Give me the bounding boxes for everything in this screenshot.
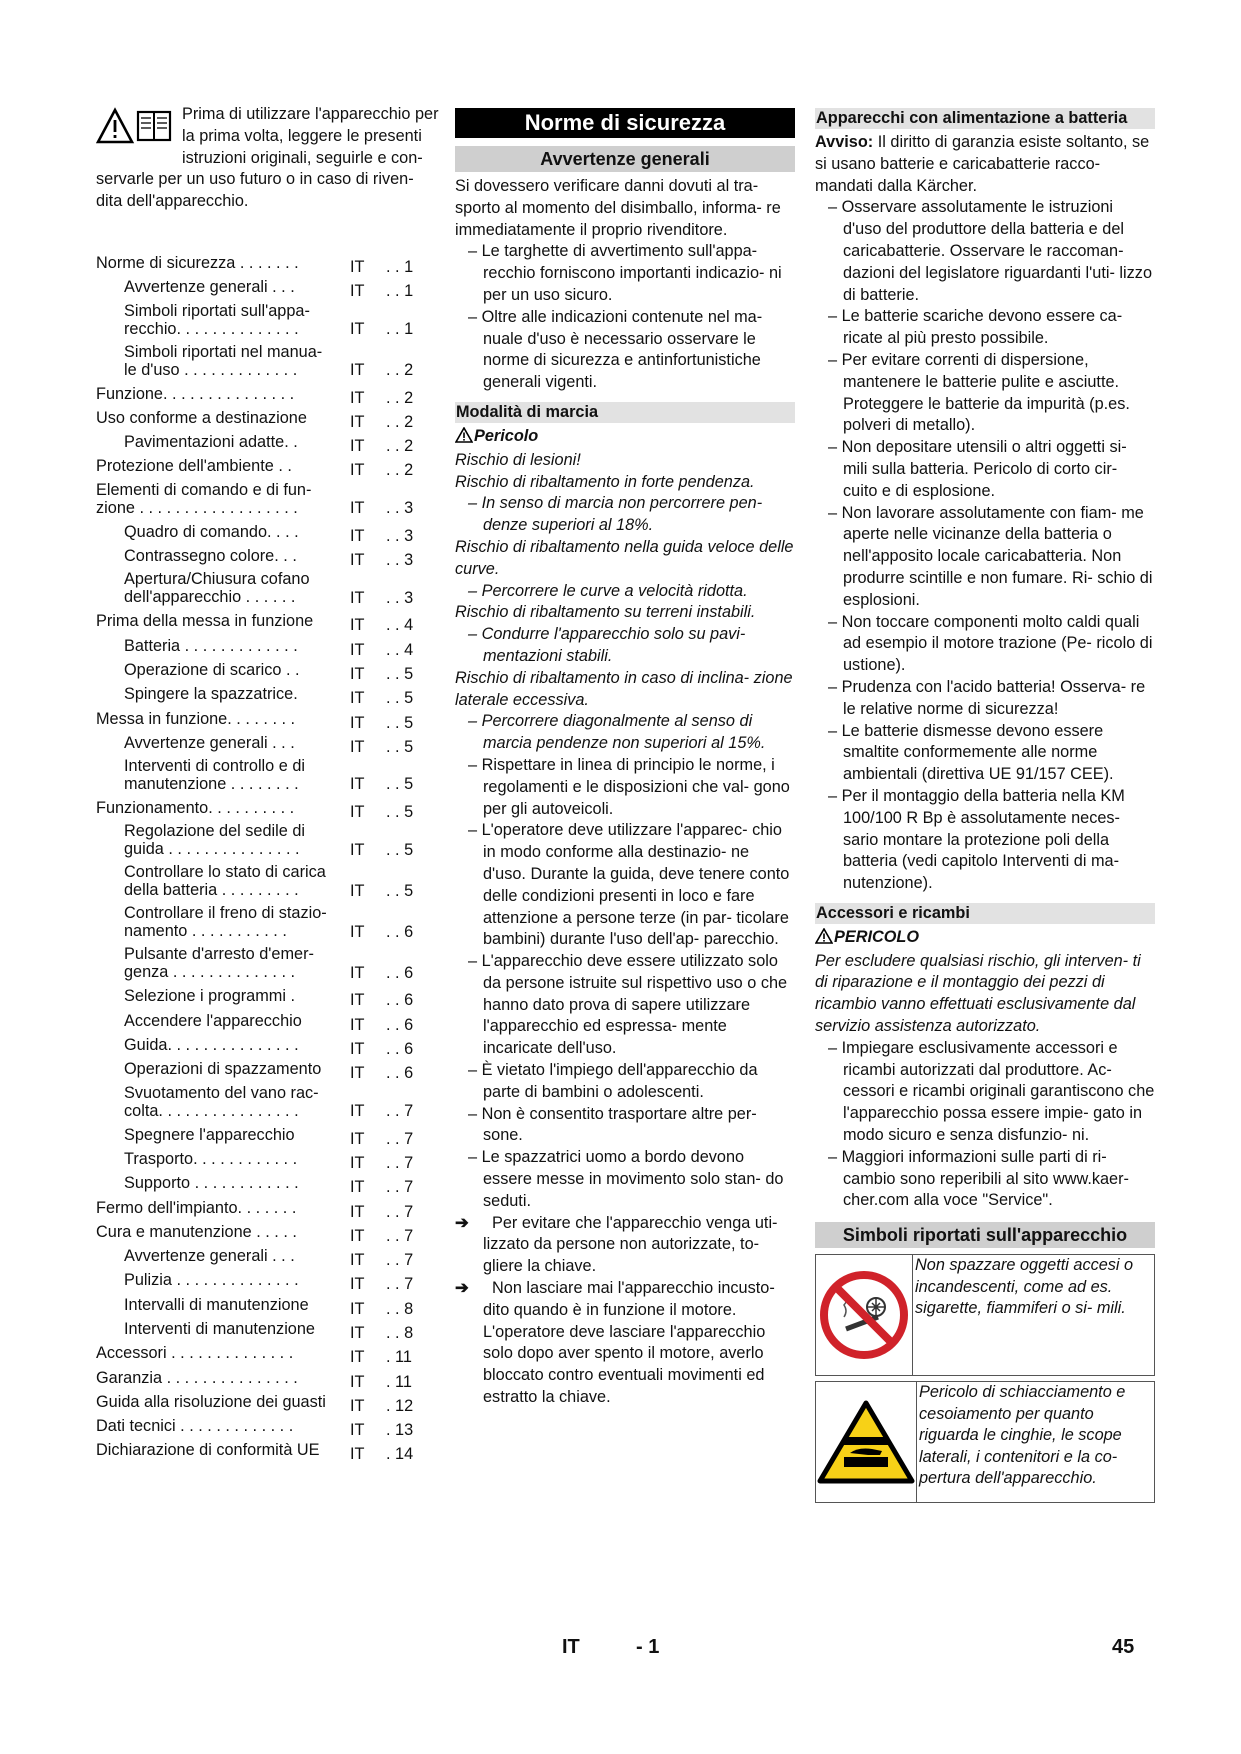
toc-entry-title: Pulizia . . . . . . . . . . . . . .: [124, 1271, 299, 1290]
toc-entry-page: . . 7: [386, 1251, 414, 1270]
toc-entry: [124, 1084, 441, 1125]
toc-entry-page: . . 5: [386, 664, 414, 683]
toc-entry-title: Uso conforme a destinazione: [96, 408, 307, 427]
list-item: – Non depositare utensili o altri oggetti si- mili sulla batteria. Pericolo di corto cir- cuito e di esplosione.: [828, 438, 1127, 500]
toc-entry-title: Contrassegno colore. . .: [124, 547, 297, 566]
toc-entry: [124, 1246, 441, 1270]
toc-entry-page: . . 6: [386, 1064, 414, 1083]
heading-accessori-ricambi: Accessori e ricambi: [815, 903, 1155, 924]
toc-entry-page: . . 2: [386, 437, 414, 456]
list-item: – L'apparecchio deve essere utilizzato solo da persone istruite sul rispettivo uso o che hanno dato prova di sapere utilizzare l'apparecchio ed espressa- mente incaricate dell'uso.: [468, 952, 788, 1058]
toc-entry: [124, 522, 441, 546]
toc-entry-title: Spingere la spazzatrice.: [124, 685, 298, 704]
list-item: – Impiegare esclusivamente accessori e ricambi autorizzati dal produttore. Ac- cessori e ricambi originali garantiscono che l'apparecchio possa essere impie- gato in modo sicuro e senza disfunzio- ni.: [828, 1038, 1155, 1145]
warning-label: [455, 426, 795, 450]
toc-entry-title-cont: genza . . . . . . . . . . . . . .: [124, 963, 296, 982]
toc-entry: [124, 757, 441, 798]
toc-entry-page: . . 2: [386, 412, 414, 431]
toc-entry-lang: IT: [350, 1251, 365, 1270]
page-number: 45: [1112, 1636, 1135, 1658]
toc-entry-page: . . 5: [386, 840, 414, 859]
arrow-item-text: Per evitare che l'apparecchio venga uti- lizzato da persone non autorizzate, to- gliere la chiave.: [483, 1213, 778, 1276]
toc-entry: [96, 709, 441, 733]
toc-entry-title: Svuotamento del vano rac-: [124, 1083, 319, 1102]
intro-block: [96, 104, 441, 213]
toc-entry-title: Interventi di manutenzione: [124, 1320, 315, 1338]
toc-entry-lang: IT: [350, 498, 365, 517]
toc-entry-page: . . 3: [386, 588, 414, 607]
list-item: – Rispettare in linea di principio le norme, i regolamenti e le disposizioni che val- gono per gli autoveicoli.: [468, 755, 790, 818]
toc-entry: [124, 733, 441, 757]
toc-entry-title: Fermo dell'impianto. . . . . . .: [96, 1198, 297, 1217]
list-item: – Per evitare correnti di dispersione, mantenere le batterie pulite e asciutte. Proteggere le batterie da impurità (p.es. polveri di metallo).: [828, 350, 1130, 435]
toc-entry: [96, 1222, 441, 1246]
section-title: Norme di sicurezza: [455, 108, 795, 138]
toc-entry: [96, 1416, 441, 1440]
toc-entry-title: Cura e manutenzione . . . . .: [96, 1222, 297, 1241]
crush-hazard-icon: [816, 1382, 917, 1502]
toc-entry: [124, 570, 441, 611]
toc-entry: [124, 1319, 441, 1343]
toc-entry-title: Avvertenze generali . . .: [124, 278, 295, 297]
toc-entry-lang: IT: [350, 1153, 365, 1172]
toc-entry-lang: IT: [350, 282, 365, 301]
toc-entry-page: . 11: [386, 1372, 412, 1391]
list-item: – Maggiori informazioni sulle parti di ri- cambio sono reperibili al sito www.kaer- cher.com alla voce "Service".: [828, 1147, 1129, 1210]
toc-entry: [124, 432, 441, 456]
toc-entry-lang: IT: [350, 1178, 365, 1197]
toc-entry-page: . . 7: [386, 1202, 414, 1221]
toc-entry-page: . . 5: [386, 689, 414, 708]
arrow-item: [455, 1278, 795, 1409]
toc-entry-title-cont: namento . . . . . . . . . . .: [124, 922, 287, 941]
toc-entry-lang: IT: [350, 737, 365, 756]
toc-entry: [96, 1440, 441, 1464]
list-item: – Percorrere le curve a velocità ridotta.: [468, 581, 748, 600]
paragraph: Rischio di ribaltamento in caso di inclina- zione laterale eccessiva.: [455, 668, 793, 709]
toc-entry-title: Operazione di scarico . .: [124, 660, 300, 679]
toc-entry-lang: IT: [350, 437, 365, 456]
toc-entry-page: . . 5: [386, 775, 414, 794]
toc-entry-title: Avvertenze generali . . .: [124, 733, 295, 752]
toc-entry-lang: IT: [350, 963, 365, 982]
list-item: – Non lavorare assolutamente con fiam- me aperte nelle vicinanze della batteria o nell'apposito locale caricabatteria. Non produrre scintille e non fumare. Ri- schio di esplosioni.: [828, 503, 1153, 609]
arrow-item: [455, 1213, 795, 1278]
arrow-item-text: Non lasciare mai l'apparecchio incusto- dito quando è in funzione il motore. L'operatore deve lasciare l'apparecchio solo dopo aver spento il motore, averlo bloccato contro eventuali movimenti ed estratto la chiave.: [483, 1279, 775, 1407]
toc-entry-page: . . 5: [386, 737, 414, 756]
toc-entry-title-cont: le d'uso . . . . . . . . . . . . .: [124, 360, 298, 379]
toc-entry-title: Dichiarazione di conformità UE: [96, 1441, 320, 1460]
toc-entry: [96, 481, 441, 522]
toc-entry-page: . . 7: [386, 1153, 414, 1172]
toc-entry-lang: IT: [350, 1226, 365, 1245]
toc-entry-page: . . 7: [386, 1101, 414, 1120]
avviso-text: Il diritto di garanzia esiste soltanto, se si usano batterie e caricabatterie racco- mandati dalla Kärcher.: [815, 133, 1150, 195]
warning-text: PERICOLO: [834, 927, 920, 946]
toc-entry-page: . . 6: [386, 991, 414, 1010]
toc-entry: [124, 1125, 441, 1149]
paragraph: Rischio di lesioni!: [455, 450, 581, 469]
toc-entry-title: Accendere l'apparecchio: [124, 1011, 302, 1030]
intro-text: Prima di utilizzare l'apparecchio per la prima volta, leggere le presenti istruzioni originali, seguirle e con- servarle per un uso futuro o in caso di riven- dita dell'apparecchio.: [96, 105, 439, 211]
toc-entry-lang: IT: [350, 1324, 365, 1342]
no-burning-objects-icon: [816, 1255, 913, 1375]
toc-entry: [96, 253, 441, 277]
toc-entry-page: . . 5: [386, 881, 414, 900]
toc-entry: [124, 1173, 441, 1197]
toc-entry-title-cont: recchio. . . . . . . . . . . . . .: [124, 319, 299, 338]
toc-entry-lang: IT: [350, 640, 365, 659]
list-item: – Le targhette di avvertimento sull'appa- recchio forniscono importanti indicazio- ni per un uso sicuro.: [468, 242, 782, 304]
paragraph: Per escludere qualsiasi rischio, gli interven- ti di riparazione e il montaggio dei pezzi di ricambio vanno effettuati esclusivamente dal servizio assistenza autorizzato.: [815, 951, 1141, 1036]
toc-entry-lang: IT: [350, 319, 365, 338]
toc-entry: [124, 863, 441, 904]
heading-apparecchi-batteria: Apparecchi con alimentazione a batteria: [815, 108, 1155, 129]
toc-entry-page: . . 5: [386, 713, 414, 732]
toc-entry-title: Pavimentazioni adatte. .: [124, 433, 298, 452]
heading-modalita-di-marcia: Modalità di marcia: [455, 402, 795, 423]
toc-entry-page: . . 6: [386, 963, 414, 982]
toc-entry-page: . . 7: [386, 1275, 414, 1294]
list-item: – Condurre l'apparecchio solo su pavi- mentazioni stabili.: [468, 625, 746, 665]
toc-entry-page: . . 7: [386, 1129, 414, 1148]
toc-entry-title-cont: della batteria . . . . . . . . .: [124, 881, 299, 900]
toc-entry-lang: IT: [350, 588, 365, 607]
toc-entry-lang: IT: [350, 1129, 365, 1148]
toc-entry-title: Controllare il freno di stazio-: [124, 904, 327, 923]
toc-entry-lang: IT: [350, 713, 365, 732]
symbol-row: [815, 1254, 1155, 1376]
symbol-description: Non spazzare oggetti accesi o incandescenti, come ad es. sigarette, fiammiferi o si- mili.: [915, 1256, 1134, 1318]
toc-entry: [96, 1343, 441, 1367]
toc-entry-page: . . 8: [386, 1299, 414, 1318]
toc-entry: [96, 408, 441, 432]
toc-entry-lang: IT: [350, 1299, 365, 1318]
toc-entry-page: . . 2: [386, 461, 414, 480]
footer-language: IT: [562, 1636, 580, 1658]
toc-entry-page: . . 3: [386, 551, 414, 570]
toc-entry-lang: IT: [350, 1040, 365, 1059]
toc-entry-title: Trasporto. . . . . . . . . . . .: [124, 1149, 298, 1168]
toc-entry-page: . . 2: [386, 360, 414, 379]
toc-entry-page: . 13: [386, 1421, 414, 1440]
toc-entry-lang: IT: [350, 1202, 365, 1221]
list-item: – In senso di marcia non percorrere pen- denze superiori al 18%.: [468, 494, 763, 535]
toc-entry-title: Interventi di controllo e di: [124, 757, 306, 776]
toc-entry-title-cont: guida . . . . . . . . . . . . . . .: [124, 840, 300, 859]
toc-entry-lang: IT: [350, 1445, 365, 1464]
toc-entry: [124, 904, 441, 945]
toc-entry-page: . . 6: [386, 922, 414, 941]
toc-entry-page: . . 8: [386, 1324, 414, 1342]
toc-entry-lang: IT: [350, 1372, 365, 1391]
toc-entry-page: . . 4: [386, 616, 414, 635]
toc-entry-lang: IT: [350, 1015, 365, 1034]
toc-entry-title: Intervalli di manutenzione: [124, 1295, 309, 1314]
list-item: – Le batterie dismesse devono essere smaltite conformemente alle norme ambientali (direttiva UE 91/157 CEE).: [828, 721, 1114, 784]
symbol-table: [815, 1254, 1155, 1503]
toc-entry-title: Pulsante d'arresto d'emer-: [124, 945, 314, 964]
toc-entry: [124, 1270, 441, 1294]
toc-entry-lang: IT: [350, 551, 365, 570]
toc-entry-page: . . 7: [386, 1178, 414, 1197]
toc-entry: [124, 822, 441, 863]
toc-entry-title-cont: zione . . . . . . . . . . . . . . . . . .: [96, 498, 298, 517]
toc-entry-title: Norme di sicurezza . . . . . . .: [96, 253, 299, 272]
toc-entry-page: . . 1: [386, 257, 414, 276]
toc-entry: [124, 343, 441, 384]
toc-entry-lang: IT: [350, 388, 365, 407]
toc-entry-page: . . 2: [386, 388, 414, 407]
list-item: – Le spazzatrici uomo a bordo devono essere messe in movimento solo stan- do seduti.: [468, 1148, 784, 1210]
toc-entry-lang: IT: [350, 1396, 365, 1415]
toc-entry: [124, 945, 441, 986]
toc-entry-title: Quadro di comando. . . .: [124, 522, 299, 541]
toc-entry-lang: IT: [350, 689, 365, 708]
toc-entry-lang: IT: [350, 360, 365, 379]
toc-entry-lang: IT: [350, 257, 365, 276]
column-left: [96, 104, 441, 1465]
toc-entry-title: Simboli riportati sull'appa-: [124, 301, 310, 320]
toc-entry-title: Elementi di comando e di fun-: [96, 480, 312, 499]
list-item: – Non è consentito trasportare altre per- sone.: [468, 1104, 757, 1145]
arrow-icon: ➔: [455, 1279, 469, 1298]
toc-entry-page: . . 3: [386, 498, 414, 517]
warning-text: Pericolo: [474, 426, 539, 445]
column-middle: [455, 104, 795, 1409]
toc-entry-lang: IT: [350, 1101, 365, 1120]
toc-entry-title: Prima della messa in funzione: [96, 612, 314, 631]
toc-entry: [124, 1149, 441, 1173]
toc-entry: [124, 986, 441, 1010]
toc-entry: [96, 456, 441, 480]
toc-entry-lang: IT: [350, 991, 365, 1010]
symbol-row: [815, 1381, 1155, 1503]
list-item: – Le batterie scariche devono essere ca- ricate al più presto possibile.: [828, 307, 1123, 348]
toc-entry-title-cont: colta. . . . . . . . . . . . . . . .: [124, 1101, 299, 1120]
list-item: – Per il montaggio della batteria nella KM 100/100 R Bp è assolutamente neces- sario montare la protezione poli della batteria (vedi capitolo Interventi di ma- nutenzione).: [828, 786, 1125, 893]
warning-triangle-icon: [455, 427, 473, 450]
toc-entry-lang: IT: [350, 1064, 365, 1083]
warning-label: [815, 927, 1155, 951]
toc-entry-title: Guida. . . . . . . . . . . . . . .: [124, 1036, 299, 1055]
paragraph: [815, 132, 1155, 197]
toc-entry: [96, 1198, 441, 1222]
toc-entry-title: Accessori . . . . . . . . . . . . . .: [96, 1344, 294, 1363]
paragraph: Rischio di ribaltamento in forte pendenza.: [455, 472, 755, 491]
toc-entry: [124, 1011, 441, 1035]
toc-entry-title: Supporto . . . . . . . . . . . .: [124, 1174, 299, 1193]
toc-entry: [96, 384, 441, 408]
toc-entry-title: Selezione i programmi .: [124, 987, 296, 1006]
toc-entry-title: Funzione. . . . . . . . . . . . . . .: [96, 384, 295, 403]
toc-entry-lang: IT: [350, 803, 365, 822]
toc-entry-title: Garanzia . . . . . . . . . . . . . . .: [96, 1368, 298, 1387]
toc-entry-lang: IT: [350, 840, 365, 859]
symbol-description: Pericolo di schiacciamento e cesoiamento per quanto riguarda le cinghie, le scope laterali, i contenitori e la co- pertura dell'apparecchio.: [919, 1383, 1126, 1488]
toc-entry-title: Apertura/Chiusura cofano: [124, 570, 310, 589]
list-item: – Osservare assolutamente le istruzioni d'uso del produttore della batteria e del caricabatterie. Osservare le raccoman- dazioni del legislatore riguardanti l'uti- lizzo di batterie.: [828, 198, 1152, 304]
toc-entry: [124, 684, 441, 708]
toc-entry-page: . . 5: [386, 803, 414, 822]
toc-entry-title: Protezione dell'ambiente . .: [96, 457, 292, 476]
toc-entry-page: . . 1: [386, 319, 414, 338]
table-of-contents: [96, 253, 441, 1465]
toc-entry-page: . . 3: [386, 526, 414, 545]
toc-entry: [96, 1392, 441, 1416]
toc-entry: [124, 1035, 441, 1059]
warning-triangle-icon: [815, 928, 833, 951]
toc-entry-lang: IT: [350, 664, 365, 683]
toc-entry-lang: IT: [350, 461, 365, 480]
toc-entry-lang: IT: [350, 775, 365, 794]
toc-entry: [96, 611, 441, 635]
footer-relative-page: - 1: [636, 1636, 660, 1658]
toc-entry-page: . 11: [386, 1348, 412, 1367]
toc-entry-title: Operazioni di spazzamento: [124, 1060, 322, 1079]
toc-entry-title: Simboli riportati nel manua-: [124, 342, 323, 361]
toc-entry-lang: IT: [350, 412, 365, 431]
heading-simboli-apparecchio: Simboli riportati sull'apparecchio: [815, 1222, 1155, 1248]
toc-entry-title: Spegnere l'apparecchio: [124, 1125, 295, 1144]
avviso-label: Avviso:: [815, 133, 874, 151]
toc-entry-title: Batteria . . . . . . . . . . . . .: [124, 636, 298, 655]
toc-entry-title: Regolazione del sedile di: [124, 822, 306, 841]
toc-entry-page: . . 4: [386, 640, 414, 659]
arrow-icon: ➔: [455, 1213, 469, 1232]
toc-entry: [124, 1059, 441, 1083]
toc-entry-page: . . 6: [386, 1040, 414, 1059]
toc-entry-lang: IT: [350, 1421, 365, 1440]
list-item: – Percorrere diagonalmente al senso di marcia pendenze non superiori al 15%.: [468, 712, 766, 753]
toc-entry: [124, 636, 441, 660]
list-item: – L'operatore deve utilizzare l'apparec- chio in modo conforme alla destinazio- ne d'uso. Durante la guida, deve tenere conto delle condizioni presenti in loco e fare attenzione a persone terze (in par- ticolare bambini) durante l'uso dell'ap- parecchio.: [468, 821, 790, 949]
list-item: – Prudenza con l'acido batteria! Osserva- re le relative norme di sicurezza!: [828, 677, 1146, 718]
toc-entry-page: . . 7: [386, 1226, 414, 1245]
list-item: – È vietato l'impiego dell'apparecchio da parte di bambini o adolescenti.: [468, 1061, 758, 1101]
toc-entry-title: Guida alla risoluzione dei guasti: [96, 1392, 326, 1411]
paragraph: Rischio di ribaltamento su terreni instabili.: [455, 603, 756, 622]
heading-avvertenze-generali: Avvertenze generali: [455, 146, 795, 172]
column-right: [815, 104, 1155, 1508]
toc-entry-title: Messa in funzione. . . . . . . .: [96, 709, 296, 728]
toc-entry: [124, 660, 441, 684]
toc-entry-lang: IT: [350, 881, 365, 900]
toc-entry: [124, 1295, 441, 1319]
toc-entry-page: . . 6: [386, 1015, 414, 1034]
toc-entry-lang: IT: [350, 616, 365, 635]
toc-entry-lang: IT: [350, 1348, 365, 1367]
toc-entry: [124, 302, 441, 343]
list-item: – Oltre alle indicazioni contenute nel ma- nuale d'uso è necessario osservare le norme di sicurezza e antinfortunistiche generali vigenti.: [468, 307, 763, 392]
toc-entry: [96, 798, 441, 822]
paragraph: Si dovessero verificare danni dovuti al tra- sporto al momento del disimballo, informa- re immediatamente il proprio rivenditore.: [455, 177, 781, 239]
toc-entry-lang: IT: [350, 1275, 365, 1294]
paragraph: Rischio di ribaltamento nella guida veloce delle curve.: [455, 537, 794, 578]
toc-entry: [96, 1368, 441, 1392]
toc-entry-title: Funzionamento. . . . . . . . . .: [96, 799, 295, 818]
toc-entry-title: Avvertenze generali . . .: [124, 1247, 295, 1266]
toc-entry-lang: IT: [350, 526, 365, 545]
toc-entry-page: . . 1: [386, 282, 414, 301]
toc-entry: [124, 277, 441, 301]
warning-manual-icon: [96, 104, 178, 148]
toc-entry-title-cont: manutenzione . . . . . . . .: [124, 775, 299, 794]
toc-entry: [124, 546, 441, 570]
toc-entry-page: . 14: [386, 1445, 414, 1464]
toc-entry-lang: IT: [350, 922, 365, 941]
toc-entry-page: . 12: [386, 1396, 414, 1415]
toc-entry-title-cont: dell'apparecchio . . . . . .: [124, 588, 296, 607]
toc-entry-title: Controllare lo stato di carica: [124, 863, 326, 882]
list-item: – Non toccare componenti molto caldi quali ad esempio il motore trazione (Pe- ricolo di ustione).: [828, 612, 1153, 675]
toc-entry-title: Dati tecnici . . . . . . . . . . . . .: [96, 1417, 294, 1436]
